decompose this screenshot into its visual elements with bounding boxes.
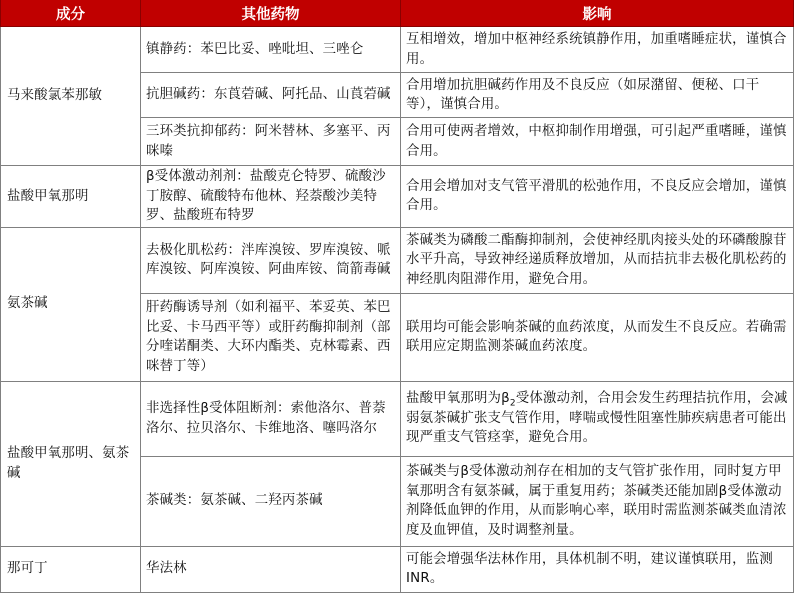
effect-cell: 合用可使两者增效，中枢抑制作用增强，可引起严重嗜睡，谨慎合用。	[401, 118, 794, 166]
table-row	[1, 166, 794, 228]
table-row	[1, 27, 794, 73]
header-effect: 影响	[401, 0, 794, 27]
effect-text-prefix: 盐酸甲氧那明为β	[406, 391, 510, 407]
effect-text: 受体激动剂，合用会发生药理拮抗作用，会减弱氨茶碱扩张支气管作用，哮喘或慢性阻塞性肺疾病患者可能出现严重支气管痉挛，避免合用。	[406, 391, 788, 446]
drug-cell: 抗胆碱药：东莨菪碱、阿托品、山莨菪碱	[141, 73, 401, 118]
drug-cell: 去极化肌松药：泮库溴铵、罗库溴铵、哌库溴铵、阿库溴铵、阿曲库铵、筒箭毒碱	[141, 227, 401, 293]
effect-cell	[401, 381, 794, 456]
drug-cell: 镇静药：苯巴比妥、唑吡坦、三唑仑	[141, 27, 401, 73]
effect-cell: 合用会增加对支气管平滑肌的松弛作用，不良反应会增加，谨慎合用。	[401, 166, 794, 228]
subscript: 2	[509, 398, 516, 409]
header-other-drugs: 其他药物	[141, 0, 401, 27]
drug-cell: 非选择性β受体阻断剂：索他洛尔、普萘洛尔、拉贝洛尔、卡维地洛、噻吗洛尔	[141, 381, 401, 456]
drug-cell: β受体激动剂剂：盐酸克仑特罗、硫酸沙丁胺醇、硫酸特布他林、羟萘酸沙美特罗、盐酸班布特罗	[141, 166, 401, 228]
table-row	[1, 381, 794, 456]
effect-cell: 合用增加抗胆碱药作用及不良反应（如尿潴留、便秘、口干等），谨慎合用。	[401, 73, 794, 118]
table-row	[1, 546, 794, 592]
header-component: 成分	[1, 0, 141, 27]
drug-cell: 肝药酶诱导剂（如利福平、苯妥英、苯巴比妥、卡马西平等）或肝药酶抑制剂（部分喹诺酮类、大环内酯类、克林霉素、西咪替丁等）	[141, 293, 401, 381]
drug-cell: 三环类抗抑郁药：阿米替林、多塞平、丙咪嗪	[141, 118, 401, 166]
effect-cell: 可能会增强华法林作用，具体机制不明，建议谨慎联用，监测INR。	[401, 546, 794, 592]
effect-cell: 互相增效，增加中枢神经系统镇静作用，加重嗜睡症状，谨慎合用。	[401, 27, 794, 73]
component-cell: 氨茶碱	[1, 227, 141, 381]
component-cell: 盐酸甲氧那明	[1, 166, 141, 228]
effect-cell: 茶碱类为磷酸二酯酶抑制剂，会使神经肌肉接头处的环磷酸腺苷水平升高，导致神经递质释放增加，从而拮抗非去极化肌松药的神经肌肉阻滞作用，避免合用。	[401, 227, 794, 293]
component-cell: 盐酸甲氧那明、氨茶碱	[1, 381, 141, 546]
effect-cell: 联用均可能会影响茶碱的血药浓度，从而发生不良反应。若确需联用应定期监测茶碱血药浓度。	[401, 293, 794, 381]
effect-cell: 茶碱类与β受体激动剂存在相加的支气管扩张作用，同时复方甲氧那明含有氨茶碱，属于重复用药；茶碱类还能加剧β受体激动剂降低血钾的作用，从而影响心率，联用时需监测茶碱类血清浓度及血钾值，及时调整剂量。	[401, 456, 794, 546]
drug-cell: 茶碱类：氨茶碱、二羟丙茶碱	[141, 456, 401, 546]
drug-cell: 华法林	[141, 546, 401, 592]
header-row	[1, 0, 794, 27]
table-row	[1, 227, 794, 293]
component-cell: 那可丁	[1, 546, 141, 592]
component-cell: 马来酸氯苯那敏	[1, 27, 141, 166]
